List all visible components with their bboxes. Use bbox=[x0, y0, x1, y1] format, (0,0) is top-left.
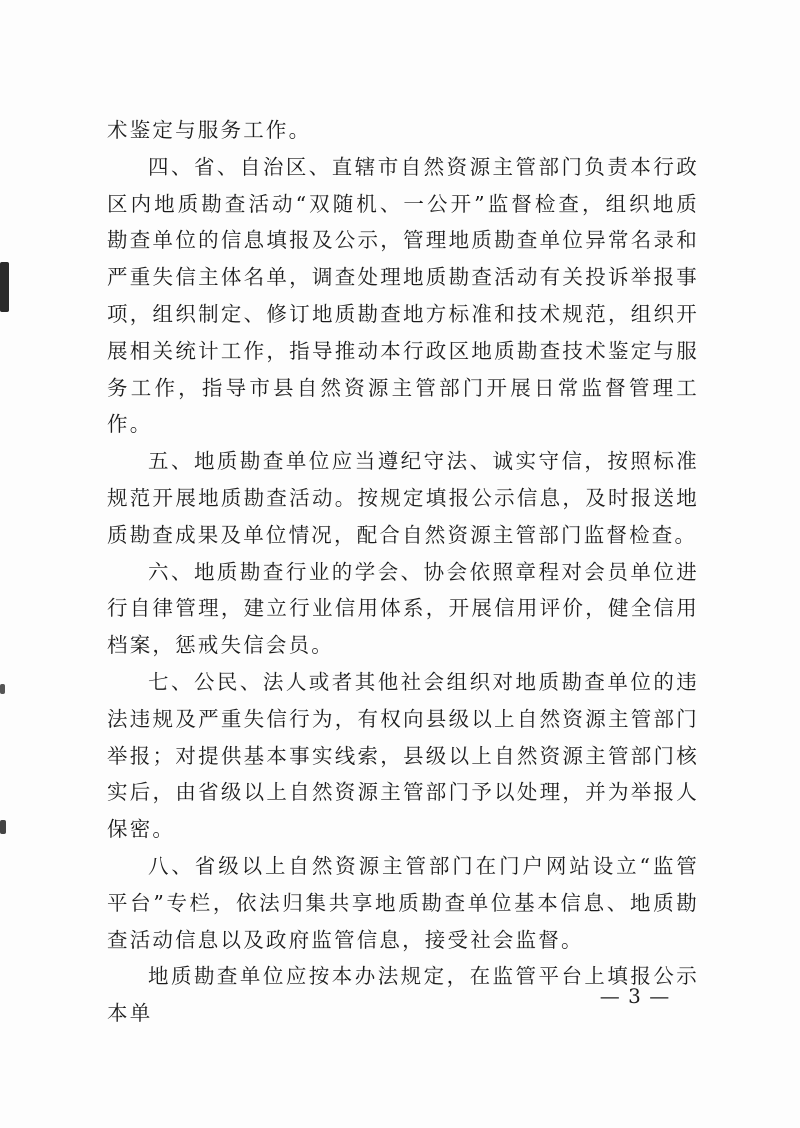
paragraph-item-6: 六、地质勘查行业的学会、协会依照章程对会员单位进行自律管理，建立行业信用体系，开展信用评价，健全信用档案，惩戒失信会员。 bbox=[107, 559, 699, 658]
paragraph-item-8-continued: 地质勘查单位应按本办法规定，在监管平台上填报公示本单 bbox=[107, 964, 699, 1026]
scan-edge-mark bbox=[0, 684, 5, 694]
document-body bbox=[107, 112, 699, 1032]
paragraph-item-5: 五、地质勘查单位应当遵纪守法、诚实守信，按照标准规范开展地质勘查活动。按规定填报公示信息，及时报送地质勘查成果及单位情况，配合自然资源主管部门监督检查。 bbox=[107, 449, 699, 547]
paragraph-item-8: 八、省级以上自然资源主管部门在门户网站设立“监管平台”专栏，依法归集共享地质勘查单位基本信息、地质勘查活动信息以及政府监管信息，接受社会监督。 bbox=[107, 853, 699, 952]
paragraph-continuation: 术鉴定与服务工作。 bbox=[107, 118, 312, 142]
paragraph-item-4: 四、省、自治区、直辖市自然资源主管部门负责本行政区内地质勘查活动“双随机、一公开”监督检查，组织地质勘查单位的信息填报及公示，管理地质勘查单位异常名录和严重失信主体名单，调查处理地质勘查活动有关投诉举报事项，组织制定、修订地质勘查地方标准和技术规范，组织开展相关统计工作，指导推动本行政区地质勘查技术鉴定与服务工作，指导市县自然资源主管部门开展日常监督管理工作。 bbox=[107, 154, 699, 437]
paragraph-item-7: 七、公民、法人或者其他社会组织对地质勘查单位的违法违规及严重失信行为，有权向县级以上自然资源主管部门举报；对提供基本事实线索，县级以上自然资源主管部门核实后，由省级以上自然资源主管部门予以处理，并为举报人保密。 bbox=[107, 669, 699, 842]
scan-edge-mark bbox=[0, 820, 6, 834]
page-number: — 3 — bbox=[599, 984, 671, 1008]
scan-edge-mark bbox=[0, 262, 9, 312]
